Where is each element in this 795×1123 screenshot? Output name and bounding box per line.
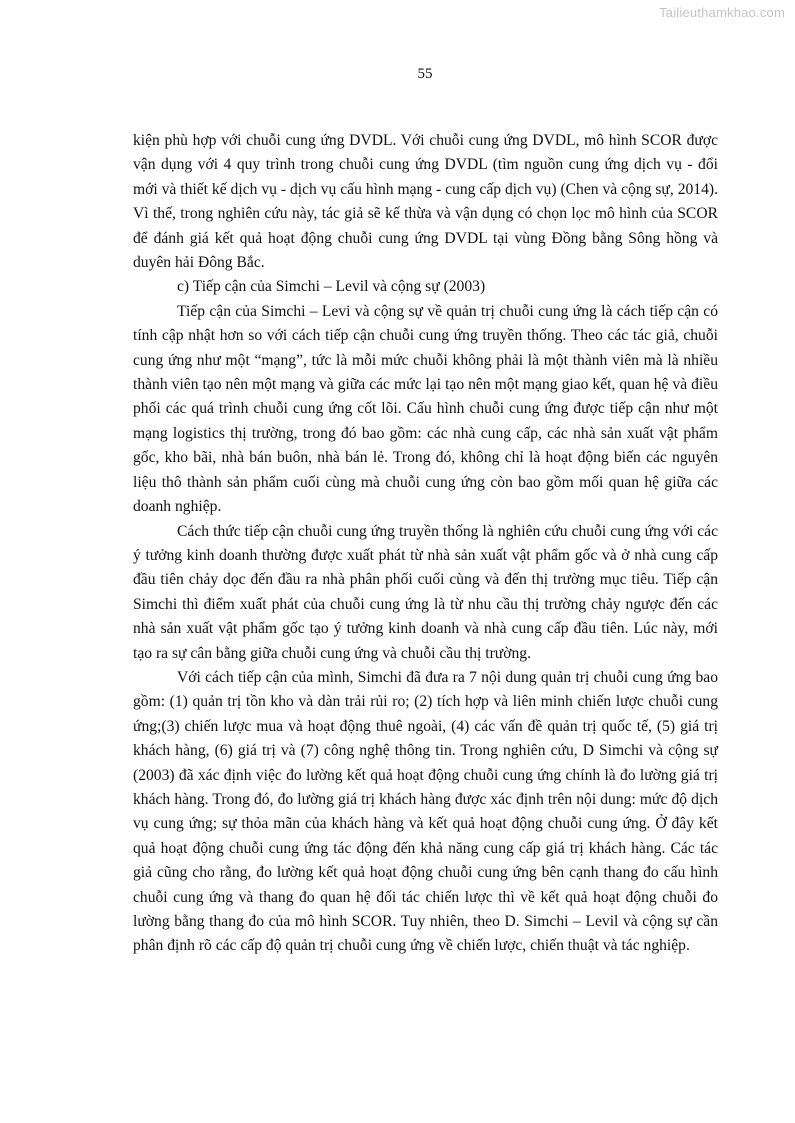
paragraph-continuation: kiện phù hợp với chuỗi cung ứng DVDL. Với chuỗi cung ứng DVDL, mô hình SCOR được vận dụng với 4 quy trình trong chuỗi cung ứng DVDL (tìm nguồn cung ứng dịch vụ - đổi mới và thiết kế dịch vụ - dịch vụ cấu hình mạng - cung cấp dịch vụ) (Chen và cộng sự, 2014). Vì thế, trong nghiên cứu này, tác giả sẽ kế thừa và vận dụng có chọn lọc mô hình của SCOR để đánh giá kết quả hoạt động chuỗi cung ứng DVDL tại vùng Đồng bằng Sông hồng và duyên hải Đông Bắc.: [133, 132, 718, 272]
body-text: [133, 129, 718, 959]
section-heading-simchi: c) Tiếp cận của Simchi – Levil và cộng sự (2003): [177, 278, 486, 296]
page-number: 55: [417, 66, 433, 82]
paragraph-simchi-approach: Tiếp cận của Simchi – Levi và cộng sự về quản trị chuỗi cung ứng là cách tiếp cận có tính cập nhật hơn so với cách tiếp cận chuỗi cung ứng truyền thống. Theo các tác giả, chuỗi cung ứng như một “mạng”, tức là mỗi mức chuỗi không phải là một thành viên mà là nhiều thành viên tạo nên một mạng và giữa các mức lại tạo nên một mạng giao kết, quan hệ và điều phối các quá trình chuỗi cung ứng cốt lõi. Cấu hình chuỗi cung ứng được tiếp cận như một mạng logistics thị trường, trong đó bao gồm: các nhà cung cấp, các nhà sản xuất vật phẩm gốc, kho bãi, nhà bán buôn, nhà bán lẻ. Trong đó, không chỉ là hoạt động biến các nguyên liệu thô thành sản phẩm cuối cùng mà chuỗi cung ứng còn bao gồm mối quan hệ giữa các doanh nghiệp.: [133, 302, 718, 516]
watermark: Tailieuthamkhao.com: [659, 5, 785, 20]
paragraph-traditional-approach: Cách thức tiếp cận chuỗi cung ứng truyền thống là nghiên cứu chuỗi cung ứng với các ý tưởng kinh doanh thường được xuất phát từ nhà sản xuất vật phẩm gốc và ở nhà cung cấp đầu tiên chảy dọc đến đầu ra nhà phân phối cuối cùng và đến thị trường mục tiêu. Tiếp cận Simchi thì điểm xuất phát của chuỗi cung ứng là từ nhu cầu thị trường chảy ngược đến các nhà sản xuất vật phẩm gốc tạo ý tưởng kinh doanh và nhà cung cấp đầu tiên. Lúc này, mới tạo ra sự cân bằng giữa chuỗi cung ứng và chuỗi cầu thị trường.: [133, 522, 718, 662]
paragraph-seven-contents: Với cách tiếp cận của mình, Simchi đã đưa ra 7 nội dung quản trị chuỗi cung ứng bao gồm: (1) quản trị tồn kho và dàn trải rủi ro; (2) tích hợp và liên minh chiến lược chuỗi cung ứng;(3) chiến lược mua và hoạt động thuê ngoài, (4) các vấn đề quản trị quốc tế, (5) giá trị khách hàng, (6) giá trị và (7) công nghệ thông tin. Trong nghiên cứu, D Simchi và cộng sự (2003) đã xác định việc đo lường kết quả hoạt động chuỗi cung ứng chính là đo lường giá trị khách hàng. Trong đó, đo lường giá trị khách hàng được xác định trên nội dung: mức độ dịch vụ cung ứng; sự thỏa mãn của khách hàng và kết quả hoạt động chuỗi cung ứng. Ở đây kết quả hoạt động chuỗi cung ứng tác động đến khả năng cung cấp giá trị khách hàng. Các tác giả cũng cho rằng, đo lường kết quả hoạt động chuỗi cung ứng bên cạnh thang đo cấu hình chuỗi cung ứng và thang đo quan hệ đối tác chiến lược thì về kết quả hoạt động chuỗi đo lường bằng thang đo của mô hình SCOR. Tuy nhiên, theo D. Simchi – Levil và cộng sự cần phân định rõ các cấp độ quản trị chuỗi cung ứng về chiến lược, chiến thuật và tác nghiệp.: [133, 668, 718, 955]
